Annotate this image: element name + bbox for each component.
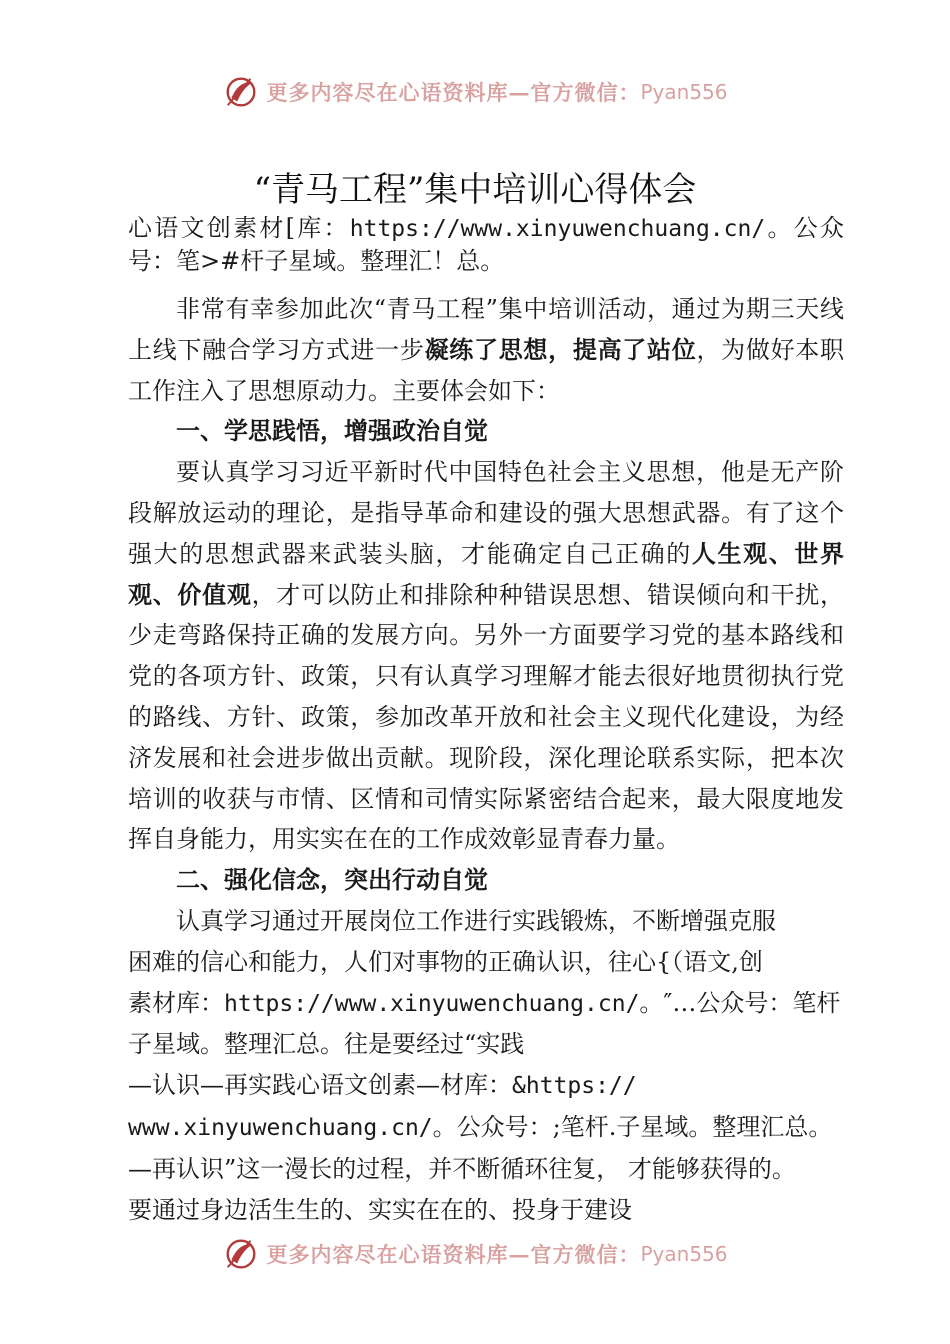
section2-line: 要通过身边活生生的、实实在在的、投身于建设 bbox=[128, 1195, 632, 1224]
section2-line: 子星域。整理汇总。往是要经过“实践 bbox=[128, 1030, 525, 1059]
watermark-text: 更多内容尽在心语资料库—官方微信： bbox=[266, 1242, 641, 1267]
section2-line: www.xinyuwenchuang.cn/。公众号：;笔杆.子星域。整理汇总。 bbox=[128, 1112, 833, 1141]
emphasis-text: 凝练了思想，提高了站位 bbox=[424, 335, 697, 364]
wechat-id: Pyan556 bbox=[640, 1242, 728, 1266]
logo-icon bbox=[222, 73, 260, 111]
section2-line: 认真学习通过开展岗位工作进行实践锻炼，不断增强克服 bbox=[176, 906, 776, 935]
page-title: “青马工程”集中培训心得体会 bbox=[253, 170, 697, 210]
section2-line: 困难的信心和能力，人们对事物的正确认识，往心{（语文,创 bbox=[128, 947, 763, 976]
section2-line: —认识—再实践心语文创素—材库：&https:// bbox=[128, 1071, 637, 1100]
watermark-text: 更多内容尽在心语资料库—官方微信： bbox=[266, 80, 641, 105]
watermark-banner-top bbox=[0, 70, 950, 114]
emphasis-text: 人生观、世界观、价值观 bbox=[128, 539, 845, 609]
section2-line: 素材库：https://www.xinyuwenchuang.cn/。″…公众号：笔杆 bbox=[128, 988, 841, 1017]
document-body bbox=[128, 212, 844, 1230]
section-heading-1: 一、学思践悟，增强政治自觉 bbox=[176, 417, 488, 446]
wechat-id: Pyan556 bbox=[640, 80, 728, 104]
watermark-banner-bottom bbox=[0, 1232, 950, 1276]
section1-paragraph: 要认真学习习近平新时代中国特色社会主义思想，他是无产阶段解放运动的理论，是指导革命和建设的强大思想武器。有了这个强大的思想武器来武装头脑，才能确定自己正确的人生观、世界观、价值观，才可以防止和排除种种错误思想、错误倾向和干扰，少走弯路保持正确的发展方向。另外一方面要学习党的基本路线和党的各项方针、政策，只有认真学习理解才能去很好地贯彻执行党的路线、方针、政策，参加改革开放和社会主义现代化建设，为经济发展和社会进步做出贡献。现阶段，深化理论联系实际，把本次培训的收获与市情、区情和司情实际紧密结合起来，最大限度地发挥自身能力，用实实在在的工作成效彰显青春力量。 bbox=[128, 458, 845, 854]
section2-line: —再认识”这一漫长的过程，并不断循环往复， 才能够获得的。 bbox=[128, 1154, 796, 1183]
section-heading-2: 二、强化信念，突出行动自觉 bbox=[176, 866, 488, 895]
intro-paragraph: 非常有幸参加此次“青马工程”集中培训活动，通过为期三天线上线下融合学习方式进一步凝练了思想，提高了站位，为做好本职工作注入了思想原动力。主要体会如下： bbox=[128, 295, 845, 405]
logo-icon bbox=[222, 1235, 260, 1273]
source-note: 心语文创素材[库：https://www.xinyuwenchuang.cn/。公众号：笔>#杆子星域。整理汇！总。 bbox=[128, 214, 844, 275]
source-url: https://www.xinyuwenchuang.cn/ bbox=[349, 216, 766, 242]
